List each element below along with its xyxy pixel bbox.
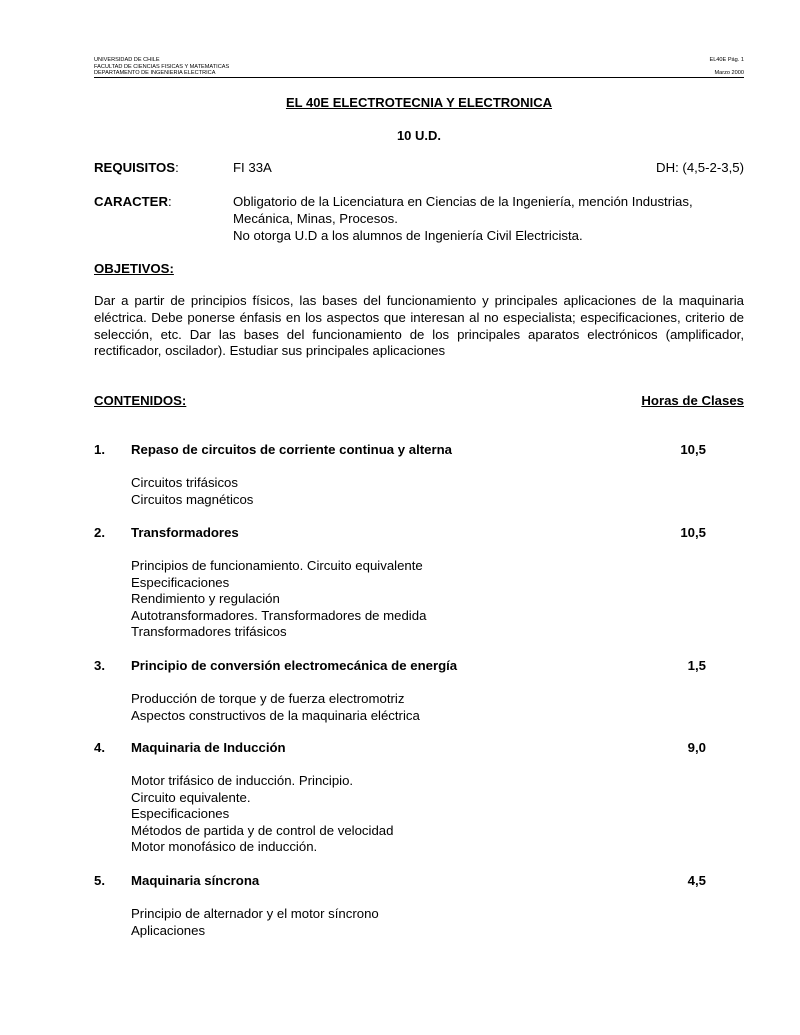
caracter-line: No otorga U.D a los alumnos de Ingeniería Civil Electricista. [233,227,583,243]
page-header-info [94,57,744,77]
content-section-3 [94,658,706,724]
section-item: Rendimiento y regulación [131,591,280,607]
course-credits: 10 U.D. [396,128,442,143]
requisitos-colon: : [175,160,179,175]
section-item: Transformadores trifásicos [131,624,287,640]
section-title: Repaso de circuitos de corriente continua y alterna [131,442,452,457]
section-item: Motor monofásico de inducción. [131,839,318,855]
section-hours: 9,0 [687,740,706,755]
section-item: Circuitos magnéticos [131,491,254,507]
section-hours: 4,5 [687,873,706,888]
caracter-colon: : [168,194,172,209]
header-faculty: FACULTAD DE CIENCIAS FISICAS Y MATEMATICAS [94,63,230,70]
section-item: Producción de torque y de fuerza electromotriz [131,691,405,706]
section-item: Circuitos trifásicos [131,475,238,490]
section-title: Principio de conversión electromecánica de energía [131,658,458,673]
section-hours: 10,5 [680,442,706,457]
section-title: Maquinaria de Inducción [131,740,286,755]
caracter-value [233,194,744,244]
section-title: Maquinaria síncrona [131,873,260,888]
caracter-label: CARACTER [94,194,168,209]
course-title: EL 40E ELECTROTECNIA Y ELECTRONICA [285,95,553,110]
section-item: Métodos de partida y de control de velocidad [131,822,394,838]
section-item: Motor trifásico de inducción. Principio. [131,773,354,788]
hours-heading: Horas de Clases [641,393,744,408]
section-item: Especificaciones [131,574,230,590]
section-number: 3. [94,658,105,673]
content-section-5 [94,873,706,939]
section-item: Autotransformadores. Transformadores de medida [131,607,427,623]
header-department: DEPARTAMENTO DE INGENIERIA ELECTRICA [94,70,216,77]
header-spacer [94,64,744,71]
requisitos-label: REQUISITOS [94,160,176,175]
objetivos-paragraph: Dar a partir de principios físicos, las bases del funcionamiento y principales aplicaciones de la maquinaria eléctrica. Debe ponerse énfasis en los aspectos que interesan al no especialista; especificaciones, criterio de selección, etc. Dar las bases del funcionamiento de los principales aparatos electrónicos (amplificador, rectificador, oscilador). Estudiar sus principales aplicaciones [94,293,744,359]
header-date: Marzo 2000 [714,70,744,77]
section-item: Principio de alternador y el motor síncrono [131,906,379,921]
section-title: Transformadores [131,525,239,540]
header-page-number: EL40E Pág. 1 [709,57,744,63]
caracter-line: Mecánica, Minas, Procesos. [233,210,398,226]
header-divider [94,77,744,78]
section-item: Circuito equivalente. [131,789,251,805]
section-item: Especificaciones [131,806,230,822]
section-number: 1. [94,442,105,457]
section-hours: 1,5 [687,658,706,673]
requisitos-value: FI 33A [233,160,272,175]
section-number: 5. [94,873,105,888]
header-university: UNIVERSIDAD DE CHILE [94,57,160,63]
section-item: Aspectos constructivos de la maquinaria eléctrica [131,707,420,723]
content-section-4 [94,740,706,856]
dh-value: DH: (4,5-2-3,5) [656,160,744,175]
content-section-2 [94,525,706,641]
section-number: 2. [94,525,105,540]
section-item: Aplicaciones [131,922,206,938]
content-section-1 [94,442,706,508]
section-hours: 10,5 [680,525,706,540]
caracter-line: Obligatorio de la Licenciatura en Ciencias de la Ingeniería, mención Industrias, [233,194,693,209]
section-item: Principios de funcionamiento. Circuito equivalente [131,558,423,573]
contenidos-heading: CONTENIDOS: [94,393,187,408]
section-number: 4. [94,740,105,755]
objetivos-heading: OBJETIVOS: [94,261,174,276]
contenidos-header [94,393,744,410]
